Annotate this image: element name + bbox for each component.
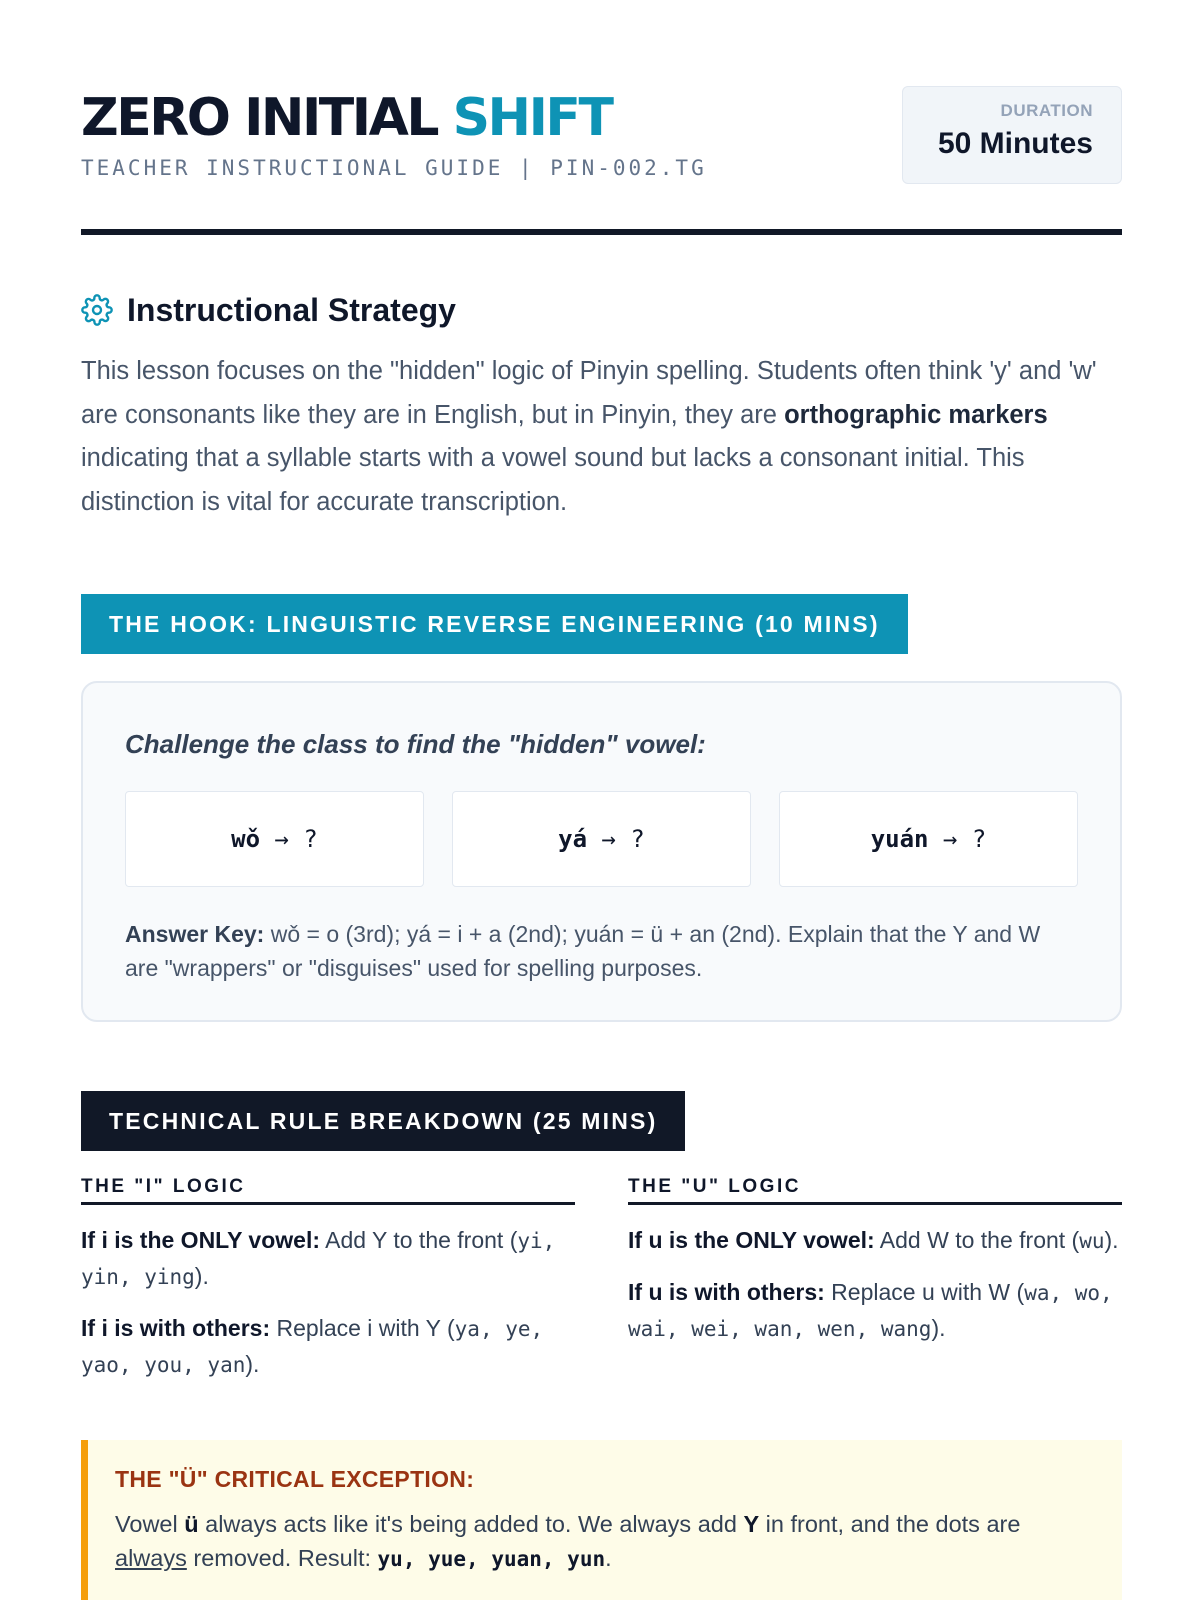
challenge-tile xyxy=(452,791,751,887)
u-only-text: Add W to the front ( xyxy=(874,1227,1080,1253)
u-logic-title: THE "U" LOGIC xyxy=(628,1176,1122,1205)
challenge-prompt: Challenge the class to find the "hidden" vowel: xyxy=(125,729,706,759)
u-logic-column xyxy=(628,1176,1122,1347)
tile-arrow: → ? xyxy=(587,825,645,853)
exception-text xyxy=(115,1507,1092,1576)
exception-part-2: always acts like it's being added to. We always add xyxy=(198,1511,744,1537)
strategy-title: Instructional Strategy xyxy=(127,291,456,328)
title-accent: SHIFT xyxy=(452,88,612,148)
strategy-text-1: This lesson focuses on the "hidden" logic of Pinyin spelling. Students often think 'y' and 'w' are consonants like they are in English, but in Pinyin, they are xyxy=(81,357,1097,429)
u-only-rule xyxy=(628,1223,1122,1259)
i-others-label: If i is with others: xyxy=(81,1315,271,1341)
exception-part-5: . xyxy=(605,1545,612,1571)
i-only-text: Add Y to the front ( xyxy=(320,1227,518,1253)
tile-arrow: → ? xyxy=(928,825,987,853)
u-others-text: Replace u with W ( xyxy=(824,1279,1025,1305)
i-logic-column xyxy=(81,1176,575,1383)
rules-grid xyxy=(81,1176,1122,1386)
rules-banner: TECHNICAL RULE BREAKDOWN (25 MINS) xyxy=(81,1091,685,1151)
u-only-label: If u is the ONLY vowel: xyxy=(628,1227,875,1253)
u-only-examples: wu xyxy=(1079,1229,1105,1253)
gear-icon xyxy=(81,294,113,326)
answer-label: Answer Key: xyxy=(125,921,265,947)
exception-vowel: ü xyxy=(184,1511,199,1537)
i-only-end: ). xyxy=(194,1263,209,1289)
tile-word: yá xyxy=(558,825,588,853)
duration-value: 50 Minutes xyxy=(937,127,1093,160)
exception-callout xyxy=(81,1440,1122,1600)
u-others-label: If u is with others: xyxy=(628,1279,825,1305)
strategy-paragraph xyxy=(81,350,1122,524)
strategy-text-bold: orthographic markers xyxy=(784,400,1048,429)
answer-key xyxy=(125,917,1078,985)
hook-banner: THE HOOK: LINGUISTIC REVERSE ENGINEERING (10 MINS) xyxy=(81,594,908,654)
i-others-text: Replace i with Y ( xyxy=(270,1315,455,1341)
i-only-examples: yi, yin, ying xyxy=(81,1229,556,1289)
page-title xyxy=(81,88,611,148)
i-others-rule xyxy=(81,1311,575,1383)
exception-result: yu, yue, yuan, yun xyxy=(377,1547,606,1571)
page-header xyxy=(81,84,1122,235)
strategy-section xyxy=(81,290,1122,524)
i-logic-title: THE "I" LOGIC xyxy=(81,1176,575,1205)
exception-title: THE "Ü" CRITICAL EXCEPTION: xyxy=(115,1466,475,1492)
challenge-tile xyxy=(779,791,1078,887)
i-only-rule xyxy=(81,1223,575,1295)
strategy-text-2: indicating that a syllable starts with a vowel sound but lacks a consonant initial. This distinction is vital for accurate transcription. xyxy=(81,444,1025,516)
i-others-end: ). xyxy=(245,1351,260,1377)
tile-arrow: → ? xyxy=(260,825,318,853)
u-others-rule xyxy=(628,1275,1122,1347)
challenge-tiles xyxy=(125,791,1078,887)
answer-text: wǒ = o (3rd); yá = i + a (2nd); yuán = ü + an (2nd). Explain that the Y and W are "wrappers" or "disguises" used for spelling purposes. xyxy=(125,921,1041,981)
i-others-examples: ya, ye, yao, you, yan xyxy=(81,1317,544,1377)
title-main: ZERO INITIAL xyxy=(81,88,437,148)
strategy-heading xyxy=(81,290,1122,330)
exception-part-3: in front, and the dots are xyxy=(759,1511,1021,1537)
u-others-end: ). xyxy=(931,1315,946,1341)
duration-card xyxy=(902,86,1122,184)
u-others-examples: wa, wo, wai, wei, wan, wen, wang xyxy=(628,1281,1113,1341)
page-subtitle: TEACHER INSTRUCTIONAL GUIDE | PIN-002.TG xyxy=(81,156,707,180)
challenge-tile xyxy=(125,791,424,887)
exception-part-1: Vowel xyxy=(115,1511,185,1537)
exception-part-4: removed. Result: xyxy=(186,1545,378,1571)
exception-underlined: always xyxy=(115,1545,187,1571)
u-only-end: ). xyxy=(1104,1227,1119,1253)
i-only-label: If i is the ONLY vowel: xyxy=(81,1227,321,1253)
tile-word: yuán xyxy=(870,825,929,853)
duration-label: DURATION xyxy=(1000,101,1093,120)
challenge-card xyxy=(81,681,1122,1022)
exception-letter: Y xyxy=(743,1511,760,1537)
tile-word: wǒ xyxy=(231,825,261,853)
